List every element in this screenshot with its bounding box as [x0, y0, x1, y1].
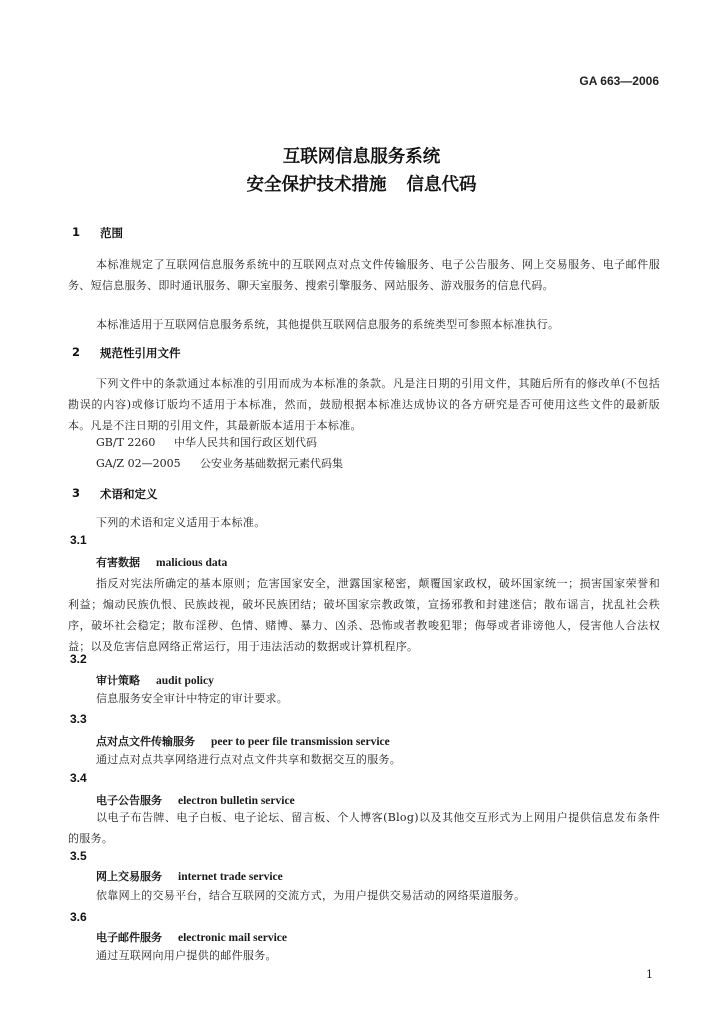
term-number: 3.5	[70, 849, 87, 863]
term-heading	[96, 672, 214, 688]
term-number: 3.4	[70, 771, 87, 785]
term-english: malicious data	[156, 557, 228, 569]
term-heading	[96, 929, 287, 945]
term-definition: 指反对宪法所确定的基本原则；危害国家安全，泄露国家秘密，颠覆国家政权，破坏国家统一；损害国家荣誉和利益；煽动民族仇恨、民族歧视，破坏民族团结；破坏国家宗教政策，宣扬邪教和封建迷信；散布谣言，扰乱社会秩序，破坏社会稳定；散布淫秽、色情、赌博、暴力、凶杀、恐怖或者教唆犯罪；侮辱或者诽谤他人，侵害他人合法权益；以及危害信息网络正常运行，用于违法活动的数据或计算机程序。	[68, 577, 660, 653]
term-definition: 通过点对点共享网络进行点对点文件共享和数据交互的服务。	[96, 753, 402, 766]
term-chinese: 电子公告服务	[96, 794, 162, 807]
reference-code: GB/T 2260	[96, 436, 156, 449]
section-3-intro: 下列的术语和定义适用于本标准。	[96, 516, 266, 529]
title-part-a: 安全保护技术措施	[246, 175, 387, 195]
section-title: 规范性引用文件	[100, 346, 181, 360]
section-1-paragraph-2: 本标准适用于互联网信息服务系统，其他提供互联网信息服务的系统类型可参照本标准执行。	[96, 318, 560, 331]
title-part-b: 信息代码	[406, 175, 477, 195]
term-number: 3.2	[70, 652, 87, 666]
term-chinese: 有害数据	[96, 556, 140, 569]
section-1-paragraph-1: 本标准规定了互联网信息服务系统中的互联网点对点文件传输服务、电子公告服务、网上交易服务、电子邮件服务、短信息服务、即时通讯服务、聊天室服务、搜索引擎服务、网站服务、游戏服务的信息代码。	[68, 258, 660, 292]
section-number: 2	[72, 345, 81, 359]
term-chinese: 电子邮件服务	[96, 931, 162, 944]
term-number: 3.3	[70, 712, 87, 726]
term-heading	[96, 733, 390, 749]
term-heading	[96, 792, 295, 808]
reference-code: GA/Z 02—2005	[96, 457, 181, 470]
term-heading	[96, 554, 227, 570]
term-chinese: 网上交易服务	[96, 870, 162, 883]
section-title: 术语和定义	[100, 487, 158, 501]
term-definition: 信息服务安全审计中特定的审计要求。	[96, 692, 289, 705]
term-heading	[96, 868, 283, 884]
term-english: audit policy	[156, 675, 214, 687]
document-title-line1: 互联网信息服务系统	[282, 147, 441, 167]
section-title: 范围	[100, 226, 123, 240]
reference-2	[96, 455, 343, 471]
section-2-paragraph: 下列文件中的条款通过本标准的引用而成为本标准的条款。凡是注日期的引用文件，其随后所有的修改单(不包括勘误的内容)或修订版均不适用于本标准，然而，鼓励根据本标准达成协议的各方研究是否可使用这些文件的最新版本。凡是不注日期的引用文件，其最新版本适用于本标准。	[68, 377, 660, 432]
term-english: internet trade service	[178, 871, 283, 883]
term-chinese: 点对点文件传输服务	[96, 735, 195, 748]
term-english: electron bulletin service	[178, 795, 295, 807]
reference-title: 公安业务基础数据元素代码集	[200, 457, 343, 470]
term-definition: 通过互联网向用户提供的邮件服务。	[96, 949, 277, 962]
standard-code: GA 663—2006	[579, 74, 659, 88]
section-number: 3	[72, 486, 81, 500]
term-number: 3.6	[70, 910, 87, 924]
term-english: electronic mail service	[178, 932, 287, 944]
document-title-line2	[0, 171, 723, 196]
term-definition: 以电子布告牌、电子白板、电子论坛、留言板、个人博客(Blog)以及其他交互形式为上网用户提供信息发布条件的服务。	[68, 811, 660, 845]
section-number: 1	[72, 225, 81, 239]
page-number: 1	[646, 968, 653, 981]
term-definition: 依靠网上的交易平台，结合互联网的交流方式，为用户提供交易活动的网络渠道服务。	[96, 889, 526, 902]
term-number: 3.1	[70, 533, 87, 547]
reference-title: 中华人民共和国行政区划代码	[174, 436, 317, 449]
term-chinese: 审计策略	[96, 674, 140, 687]
reference-1	[96, 434, 317, 450]
term-english: peer to peer file transmission service	[211, 736, 390, 748]
